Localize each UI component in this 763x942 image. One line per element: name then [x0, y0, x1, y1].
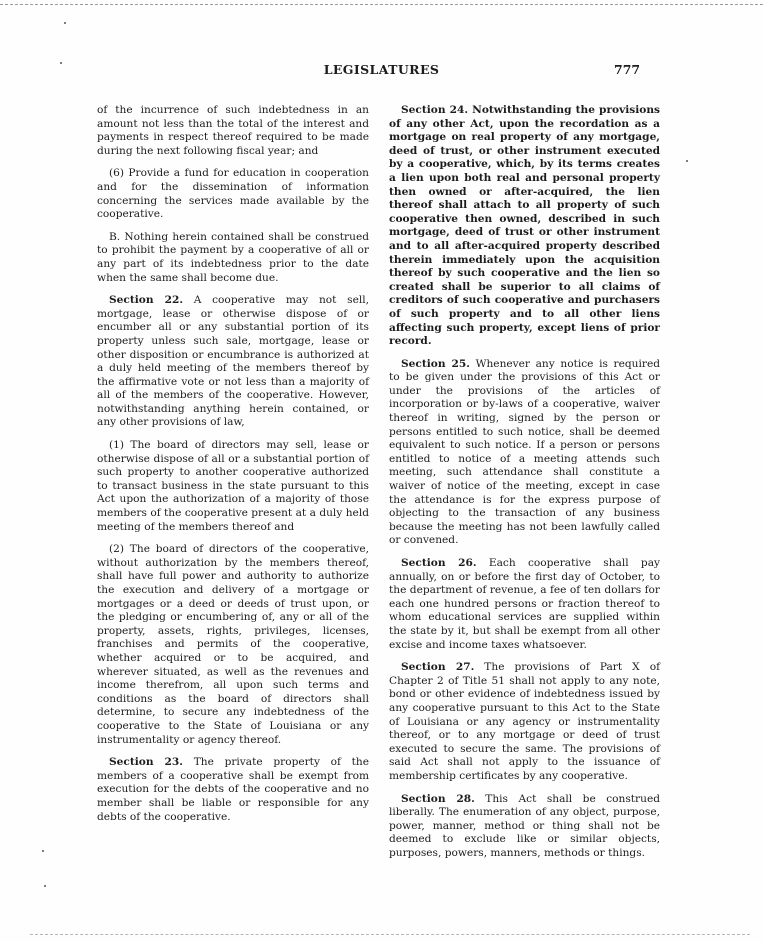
section-heading: Section 28.	[401, 792, 475, 805]
right-column	[389, 104, 660, 869]
paragraph: Section 28. This Act shall be construed liberally. The enumeration of any object, purpose, power, manner, method or thing shall not be deemed to exclude like or similar objects, purposes, powers, manners, methods or things.	[389, 792, 660, 859]
paragraph: (2) The board of directors of the cooperative, without authorization by the members thereof, shall have full power and authority to authorize the execution and delivery of a mortgage or mortgages or a deed or deeds of trust upon, or the pledging or encumbering of, any or all of the property, assets, rights, privileges, licenses, franchises and permits of the cooperative, whether acquired or to be acquired, and wherever situated, as well as the revenues and income therefrom, all upon such terms and conditions as the board of directors shall determine, to secure any indebtedness of the cooperative to the State of Louisiana or any instrumentality or agency thereof.	[97, 543, 369, 746]
section-heading: Section 27.	[401, 661, 475, 674]
section-heading: Section 23.	[109, 756, 183, 769]
paragraph: Section 22. A cooperative may not sell, mortgage, lease or otherwise dispose of or encumber all or any substantial portion of its property unless such sale, mortgage, lease or other disposition or encumbrance is authorized at a duly held meeting of the members thereof by the affirmative vote or not less than a majority of all of the members of the cooperative. However, notwithstanding anything herein contained, or any other provisions of law,	[97, 294, 369, 429]
paragraph: Section 24. Notwithstanding the provisions of any other Act, upon the recordation as a mortgage on real property of any mortgage, deed of trust, or other instrument executed by a cooperative, which, by its terms creates a lien upon both real and personal property then owned or after-acquired, the lien thereof shall attach to all property of such cooperative then owned, described in such mortgage, deed of trust or other instrument and to all after-acquired property described therein immediately upon the acquisition thereof by such cooperative and the lien so created shall be superior to all claims of creditors of such cooperative and purchasers of such property and to all other liens affecting such property, except liens of prior record.	[389, 104, 660, 348]
section-heading: Section 26.	[401, 557, 477, 569]
page-number: 777	[614, 62, 641, 77]
scan-top-border	[0, 4, 763, 5]
scan-bottom-border	[30, 934, 750, 935]
scan-speck	[686, 160, 688, 162]
paragraph: Section 26. Each cooperative shall pay annually, on or before the first day of October, to the department of revenue, a fee of ten dollars for each one hundred persons or fraction thereof to whom educational services are supplied within the state by it, but shall be exempt from all other excise and income taxes whatsoever.	[389, 557, 660, 651]
section-heading: Section 22.	[109, 294, 184, 307]
left-column	[97, 104, 369, 833]
paragraph: B. Nothing herein contained shall be construed to prohibit the payment by a cooperative of all or any part of its indebtedness prior to the date when the same shall become due.	[97, 230, 369, 284]
scan-speck	[44, 885, 46, 887]
paragraph: Section 27. The provisions of Part X of Chapter 2 of Title 51 shall not apply to any note, bond or other evidence of indebtedness issued by any cooperative pursuant to this Act to the State of Louisiana or any agency or instrumentality thereof, or to any mortgage or deed of trust executed to secure the same. The provisions of said Act shall not apply to the issuance of membership certificates by any cooperative.	[389, 661, 660, 782]
paragraph: Section 25. Whenever any notice is required to be given under the provisions of this Act or under the provisions of the articles of incorporation or by-laws of a cooperative, waiver thereof in writing, signed by the person or persons entitled to such notice, shall be deemed equivalent to such notice. If a person or persons entitled to notice of a meeting attends such meeting, such attendance shall constitute a waiver of notice of the meeting, except in case the attendance is for the express purpose of objecting to the transaction of any business because the meeting has not been lawfully called or convened.	[389, 357, 660, 547]
paragraph: (1) The board of directors may sell, lease or otherwise dispose of all or a substantial portion of such property to another cooperative authorized to transact business in the state pursuant to this Act upon the authorization of a majority of those members of the cooperative present at a duly held meeting of the members thereof and	[97, 439, 369, 533]
paragraph: (6) Provide a fund for education in cooperation and for the dissemination of information concerning the services made available by the cooperative.	[97, 167, 369, 221]
paragraph: Section 23. The private property of the members of a cooperative shall be exempt from execution for the debts of the cooperative and no member shall be liable or responsible for any debts of the cooperative.	[97, 756, 369, 823]
section-heading: Section 25.	[401, 357, 470, 370]
section-heading: Section 24.	[401, 104, 469, 116]
scan-speck	[64, 22, 66, 24]
paragraph: of the incurrence of such indebtedness in an amount not less than the total of the interest and payments in respect thereof required to be made during the next following fiscal year; and	[97, 104, 369, 157]
scan-speck	[42, 850, 44, 852]
running-header-title: LEGISLATURES	[323, 62, 440, 77]
